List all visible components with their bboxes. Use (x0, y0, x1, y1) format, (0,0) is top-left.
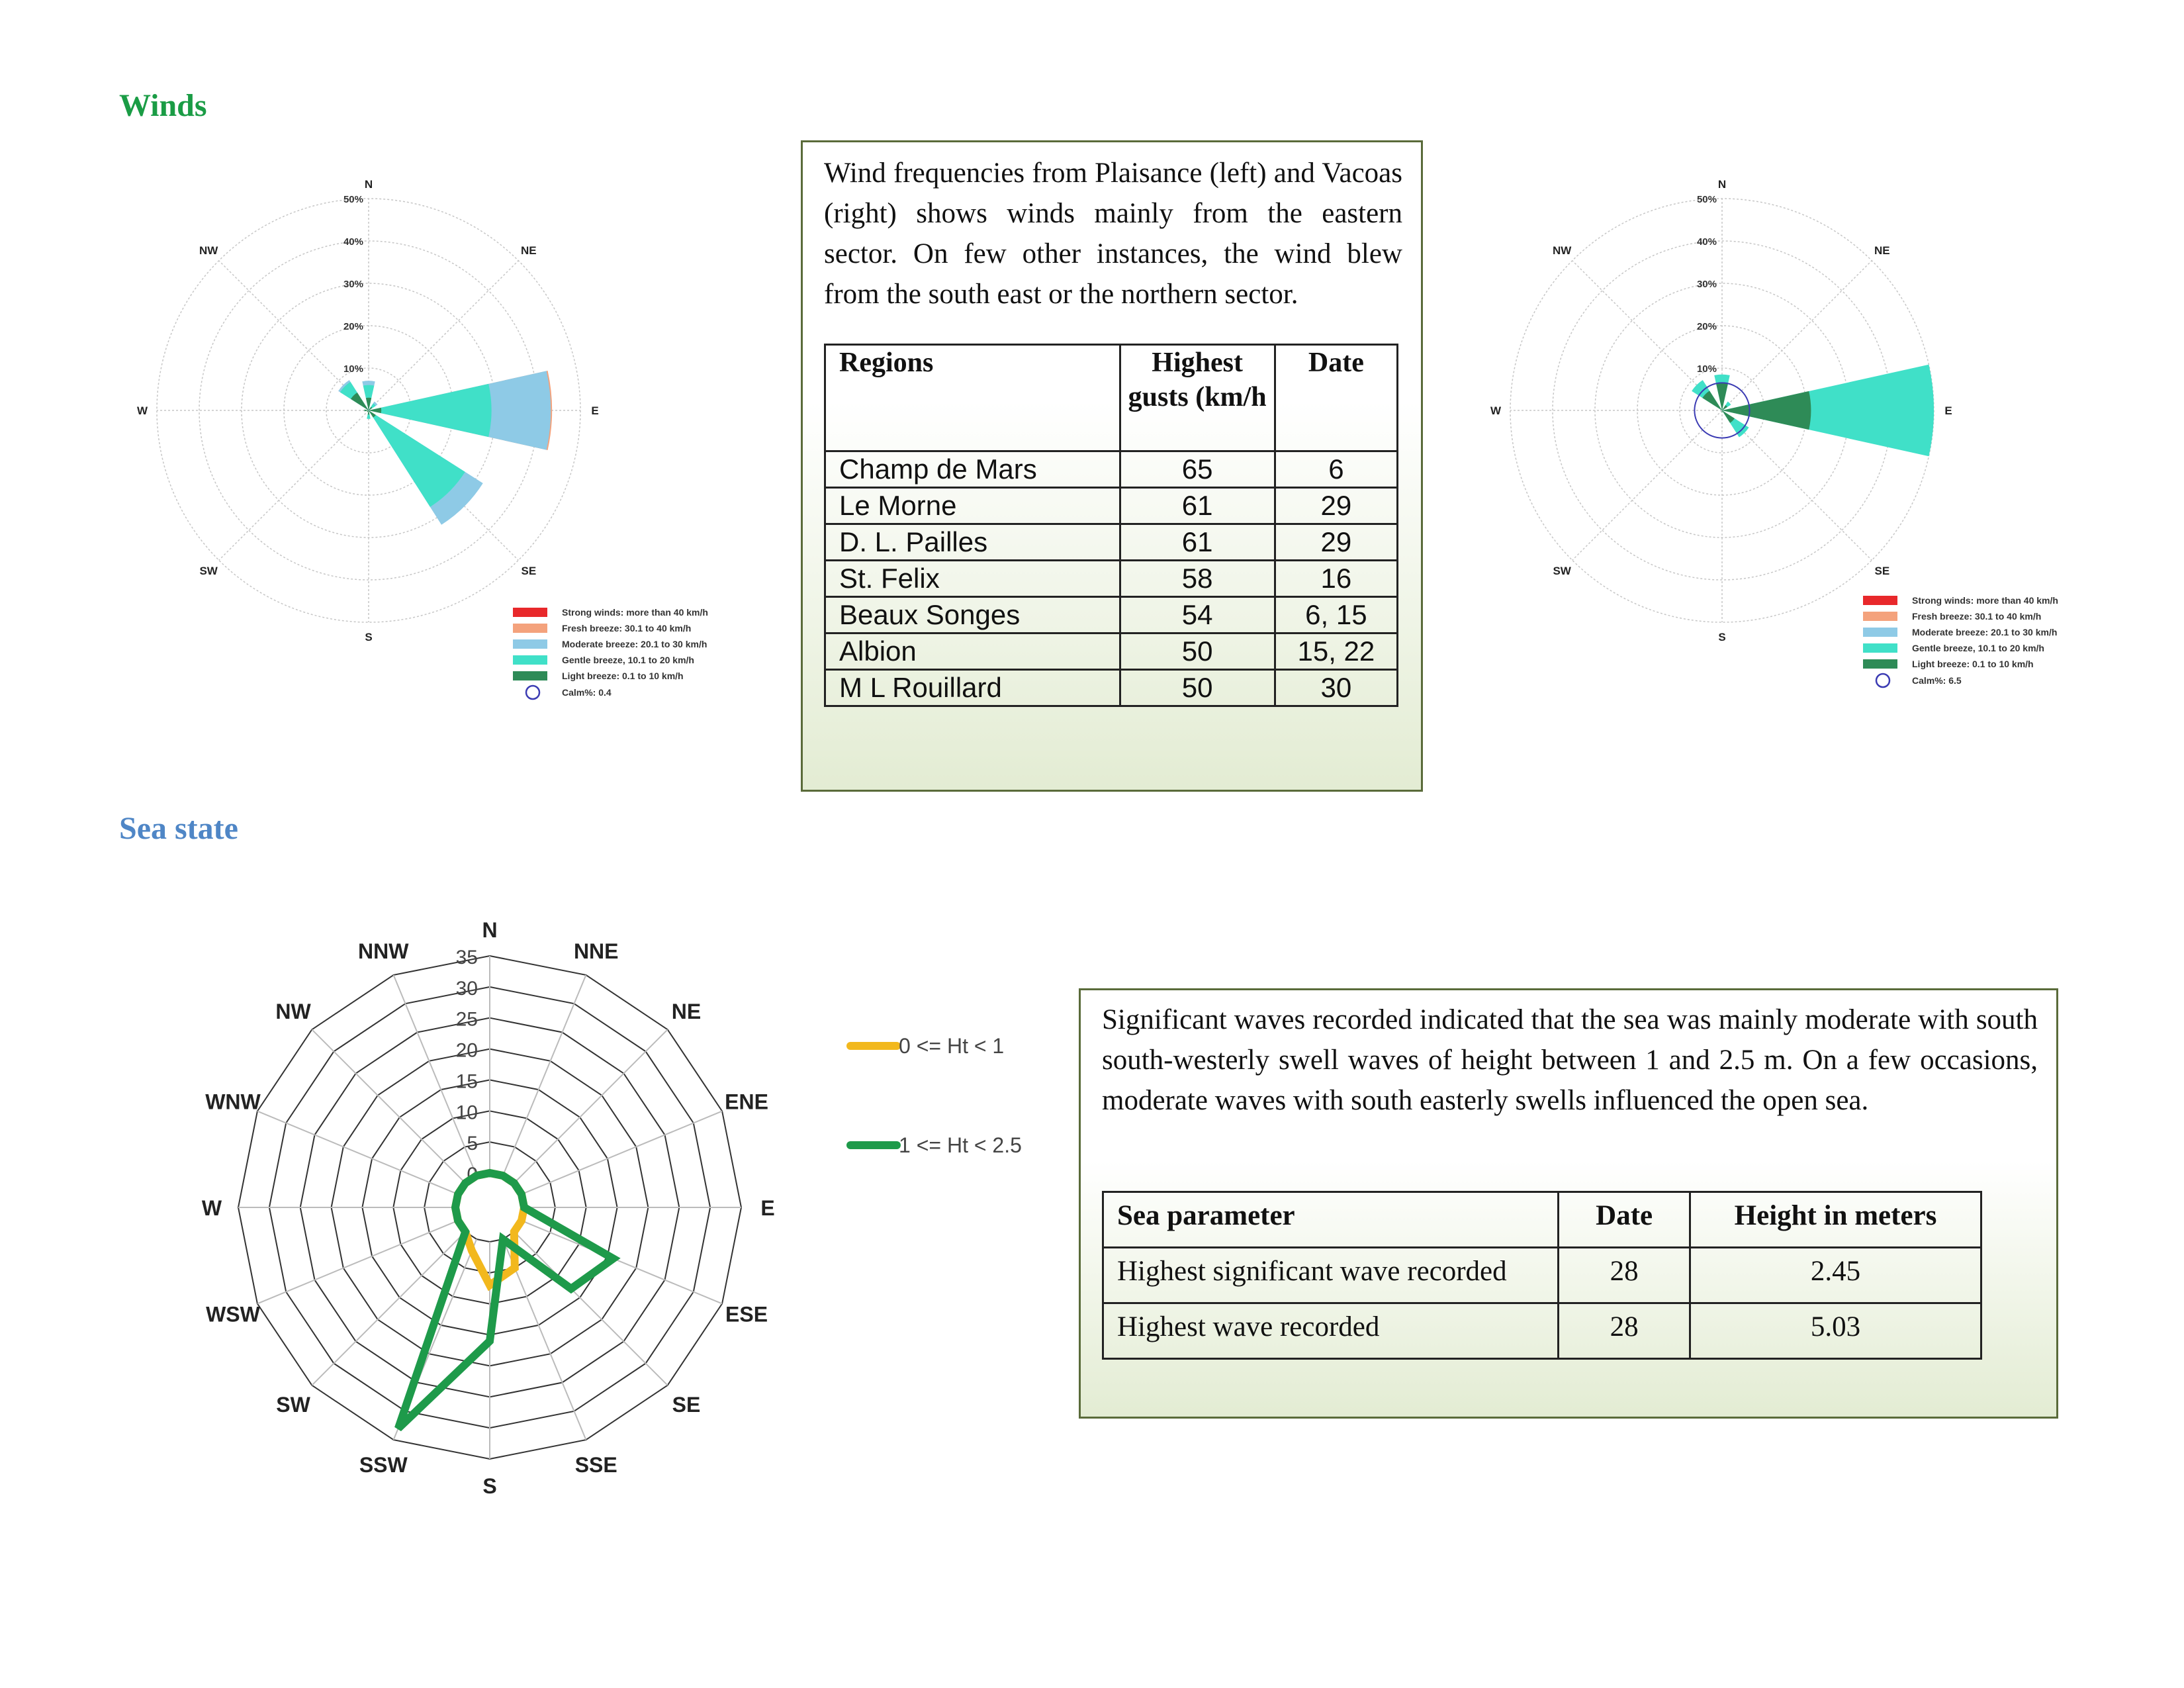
legend-swatch (513, 639, 547, 649)
wave-direction-radar (179, 907, 1072, 1516)
winds-heading: Winds (119, 88, 207, 123)
sea-parameter-table (1102, 1191, 1982, 1360)
direction-label: NW (199, 244, 218, 258)
direction-label: SW (1553, 564, 1571, 577)
legend-label: Fresh breeze: 30.1 to 40 km/h (562, 623, 692, 633)
table-row (825, 561, 1398, 597)
ring-label: 20% (343, 321, 363, 332)
region-cell: St. Felix (825, 561, 1120, 597)
sea-summary-text: Significant waves recorded indicated that the sea was mainly moderate with south south-westerly swell waves of height between 1 and 2.5 m. On a few occasions, moderate waves with south easterly swells influenced the open sea. (1102, 1004, 2038, 1116)
header-date: Date (1275, 345, 1397, 451)
header-date: Date (1559, 1192, 1690, 1248)
date-cell: 29 (1275, 524, 1397, 561)
header-highest-gusts: Highest gusts (km/h (1120, 345, 1275, 451)
direction-label: NE (521, 244, 537, 258)
legend-label: Moderate breeze: 20.1 to 30 km/h (1912, 627, 2058, 637)
table-row (825, 488, 1398, 524)
wind-summary-box (801, 140, 1423, 792)
height-cell: 2.45 (1690, 1248, 1981, 1303)
region-cell: M L Rouillard (825, 670, 1120, 706)
legend-swatch (513, 624, 547, 633)
sea-table-header (1103, 1192, 1981, 1248)
table-row (1103, 1248, 1981, 1303)
region-cell: Albion (825, 633, 1120, 670)
legend-swatch (1863, 659, 1897, 669)
legend-swatch (1863, 596, 1897, 605)
legend-swatch (513, 671, 547, 680)
sea-summary-box (1079, 988, 2058, 1419)
gust-cell: 50 (1120, 670, 1275, 706)
date-cell: 29 (1275, 488, 1397, 524)
radar-spoke (503, 975, 586, 1176)
table-row (825, 451, 1398, 488)
date-cell: 15, 22 (1275, 633, 1397, 670)
legend-label: Light breeze: 0.1 to 10 km/h (562, 671, 684, 681)
gust-cell: 61 (1120, 524, 1275, 561)
legend-label: Gentle breeze, 10.1 to 20 km/h (562, 655, 694, 665)
radar-spoke (522, 1221, 722, 1304)
date-cell: 28 (1559, 1248, 1690, 1303)
direction-label: NW (1553, 244, 1572, 258)
gusts-table-header (825, 345, 1398, 451)
header-height: Height in meters (1690, 1192, 1981, 1248)
gust-cell: 50 (1120, 633, 1275, 670)
table-row (825, 670, 1398, 706)
table-row (825, 524, 1398, 561)
radar-spoke (312, 1029, 465, 1183)
ring-label: 40% (343, 236, 363, 248)
radar-ring-label: 10 (455, 1102, 478, 1124)
radar-direction-label: WNW (205, 1090, 261, 1114)
radar-direction-label: N (482, 918, 498, 942)
direction-label: SW (199, 564, 218, 577)
gust-cell: 61 (1120, 488, 1275, 524)
height-cell: 5.03 (1690, 1303, 1981, 1359)
radar-spoke (514, 1232, 668, 1385)
direction-label: S (1718, 631, 1726, 643)
radar-ring-label: 15 (455, 1070, 478, 1093)
direction-label: E (591, 404, 599, 417)
legend-calm-label: Calm%: 0.4 (562, 687, 612, 698)
radar-direction-label: NNE (573, 939, 619, 963)
radar-spoke (257, 1111, 458, 1195)
parameter-cell: Highest significant wave recorded (1103, 1248, 1559, 1303)
gusts-table (824, 344, 1398, 707)
radar-direction-label: S (482, 1474, 497, 1498)
ring-label: 20% (1696, 321, 1717, 332)
legend-label: Moderate breeze: 20.1 to 30 km/h (562, 639, 707, 649)
date-cell: 6, 15 (1275, 597, 1397, 633)
legend-label: Strong winds: more than 40 km/h (1912, 595, 2058, 606)
radar-direction-label: ENE (725, 1090, 768, 1114)
legend-swatch (1863, 612, 1897, 621)
grid-spoke (1572, 410, 1722, 560)
legend-swatch (513, 655, 547, 665)
region-cell: Champ de Mars (825, 451, 1120, 488)
ring-label: 30% (343, 279, 363, 290)
ring-label: 50% (343, 194, 363, 205)
radar-ring-label: 30 (455, 977, 478, 1000)
legend-label: Fresh breeze: 30.1 to 40 km/h (1912, 611, 2042, 622)
radar-direction-label: SW (276, 1392, 310, 1417)
grid-spoke (219, 410, 369, 560)
direction-label: NE (1874, 244, 1890, 258)
region-cell: Le Morne (825, 488, 1120, 524)
direction-label: E (1944, 404, 1952, 417)
legend-calm-icon (1876, 674, 1889, 687)
header-regions: Regions (825, 345, 1120, 451)
radar-spoke (514, 1029, 668, 1183)
direction-label: SE (1874, 564, 1890, 577)
legend-label: Light breeze: 0.1 to 10 km/h (1912, 659, 2034, 669)
radar-direction-label: NNW (358, 939, 409, 963)
date-cell: 30 (1275, 670, 1397, 706)
legend-swatch (1863, 643, 1897, 653)
legend-calm-icon (526, 686, 539, 699)
radar-direction-label: W (201, 1196, 222, 1220)
radar-ring-label: 0 (467, 1164, 478, 1186)
direction-label: W (1490, 404, 1502, 417)
radar-direction-label: SSW (359, 1453, 408, 1477)
date-cell: 6 (1275, 451, 1397, 488)
radar-direction-label: SSE (574, 1453, 617, 1477)
radar-direction-label: SE (672, 1392, 701, 1417)
ring-label: 10% (1696, 363, 1717, 375)
date-cell: 16 (1275, 561, 1397, 597)
table-row (825, 633, 1398, 670)
gust-cell: 54 (1120, 597, 1275, 633)
region-cell: D. L. Pailles (825, 524, 1120, 561)
wind-rose-vacoas (1463, 173, 2091, 716)
table-row (825, 597, 1398, 633)
parameter-cell: Highest wave recorded (1103, 1303, 1559, 1359)
gust-cell: 65 (1120, 451, 1275, 488)
radar-direction-label: ESE (725, 1302, 768, 1327)
gust-cell: 58 (1120, 561, 1275, 597)
radar-spoke (257, 1221, 458, 1304)
radar-spoke (522, 1111, 722, 1195)
ring-label: 10% (343, 363, 363, 375)
radar-direction-label: NE (671, 1000, 702, 1024)
legend-label: Strong winds: more than 40 km/h (562, 607, 708, 618)
legend-label: 0 <= Ht < 1 (899, 1034, 1005, 1058)
wind-summary-text: Wind frequencies from Plaisance (left) and Vacoas (right) shows winds mainly from the eastern sector. On few other instances, the wind blew from the south east or the northern sector. (824, 158, 1402, 310)
radar-direction-label: NW (275, 1000, 311, 1024)
direction-label: S (365, 631, 373, 643)
sea-state-heading: Sea state (119, 811, 238, 846)
table-row (1103, 1303, 1981, 1359)
date-cell: 28 (1559, 1303, 1690, 1359)
direction-label: SE (521, 564, 537, 577)
direction-label: N (364, 178, 373, 191)
direction-label: W (136, 404, 148, 417)
wind-rose-plaisance (129, 171, 751, 714)
radar-ring-label: 25 (455, 1008, 478, 1031)
direction-label: N (1717, 178, 1727, 191)
ring-label: 30% (1696, 279, 1717, 290)
radar-ring-label: 20 (455, 1039, 478, 1062)
legend-label: Gentle breeze, 10.1 to 20 km/h (1912, 643, 2044, 653)
radar-direction-label: E (760, 1196, 775, 1220)
radar-direction-label: WSW (206, 1302, 260, 1327)
legend-swatch (513, 608, 547, 617)
legend-swatch (1863, 628, 1897, 637)
ring-label: 50% (1696, 194, 1717, 205)
radar-ring-label: 5 (467, 1133, 478, 1155)
legend-calm-label: Calm%: 6.5 (1912, 675, 1962, 686)
ring-label: 40% (1696, 236, 1717, 248)
legend-label: 1 <= Ht < 2.5 (899, 1133, 1022, 1157)
radar-ring-label: 35 (455, 947, 478, 968)
header-sea-parameter: Sea parameter (1103, 1192, 1559, 1248)
region-cell: Beaux Songes (825, 597, 1120, 633)
